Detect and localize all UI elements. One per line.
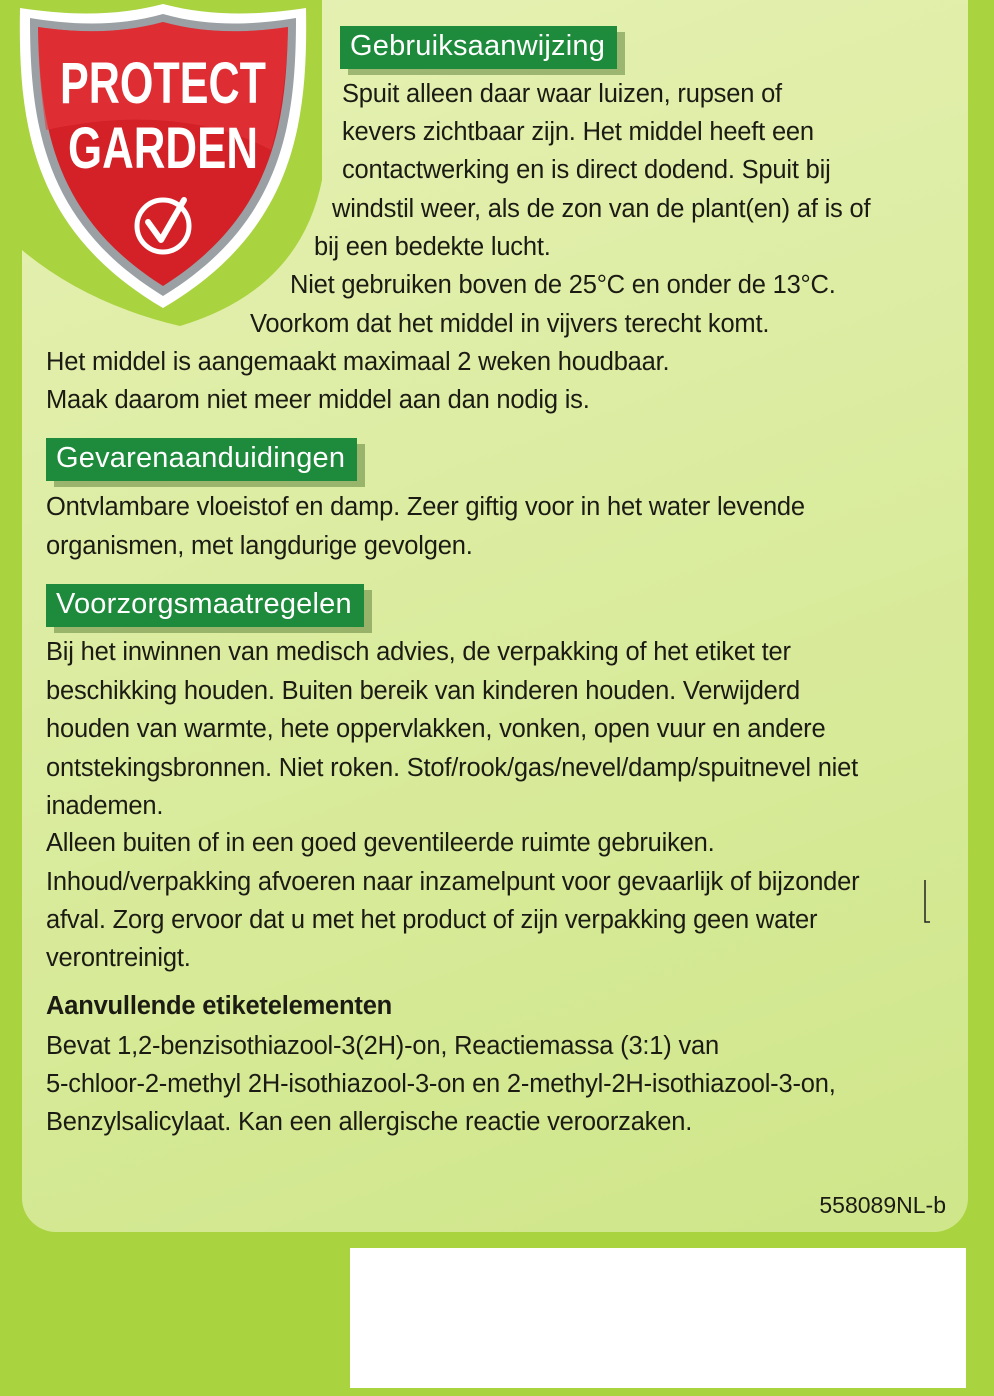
precautions-line: inademen. — [46, 792, 164, 820]
usage-line: Niet gebruiken boven de 25°C en onder de 13°C. — [290, 271, 836, 299]
precautions-line: Alleen buiten of in een goed geventileerde ruimte gebruiken. — [46, 829, 715, 857]
precautions-line: ontstekingsbronnen. Niet roken. Stof/rook/gas/nevel/damp/spuitnevel niet — [46, 754, 859, 782]
precautions-line: afval. Zorg ervoor dat u met het product of zijn verpakking geen water — [46, 906, 818, 934]
usage-line: bij een bedekte lucht. — [314, 233, 551, 261]
usage-line: kevers zichtbaar zijn. Het middel heeft een — [342, 118, 814, 146]
usage-line: windstil weer, als de zon van de plant(en) af is of — [332, 195, 871, 223]
usage-line: Spuit alleen daar waar luizen, rupsen of — [342, 80, 782, 108]
precautions-line: Bij het inwinnen van medisch advies, de verpakking of het etiket ter — [46, 638, 791, 666]
hazards-line: Ontvlambare vloeistof en damp. Zeer giftig voor in het water levende — [46, 493, 805, 521]
additional-line: 5-chloor-2-methyl 2H-isothiazool-3-on en 2-methyl-2H-isothiazool-3-on, — [46, 1070, 836, 1098]
hazards-title: Gevarenaanduidingen — [46, 438, 357, 481]
usage-title: Gebruiksaanwijzing — [340, 26, 617, 69]
product-code: 558089NL-b — [819, 1192, 946, 1218]
logo-line-2: GARDEN — [68, 116, 258, 181]
additional-title: Aanvullende etiketelementen — [46, 992, 393, 1020]
precautions-line: beschikking houden. Buiten bereik van kinderen houden. Verwijderd — [46, 677, 800, 705]
blank-label-area — [350, 1248, 966, 1388]
additional-line: Bevat 1,2-benzisothiazool-3(2H)-on, Reactiemassa (3:1) van — [46, 1032, 719, 1060]
usage-line: Maak daarom niet meer middel aan dan nodig is. — [46, 386, 590, 414]
precautions-line: verontreinigt. — [46, 944, 191, 972]
precautions-title: Voorzorgsmaatregelen — [46, 584, 364, 627]
usage-line: contactwerking en is direct dodend. Spuit bij — [342, 156, 831, 184]
protect-garden-logo — [16, 0, 310, 312]
logo-line-1: PROTECT — [60, 51, 266, 116]
precautions-line: Inhoud/verpakking afvoeren naar inzamelpunt voor gevaarlijk of bijzonder — [46, 868, 860, 896]
usage-line: Voorkom dat het middel in vijvers terecht komt. — [250, 310, 770, 338]
additional-line: Benzylsalicylaat. Kan een allergische reactie veroorzaken. — [46, 1108, 693, 1136]
precautions-line: houden van warmte, hete oppervlakken, vonken, open vuur en andere — [46, 715, 826, 743]
hazards-line: organismen, met langdurige gevolgen. — [46, 532, 473, 560]
margin-tick-mark — [924, 878, 932, 928]
usage-line: Het middel is aangemaakt maximaal 2 weken houdbaar. — [46, 348, 670, 376]
